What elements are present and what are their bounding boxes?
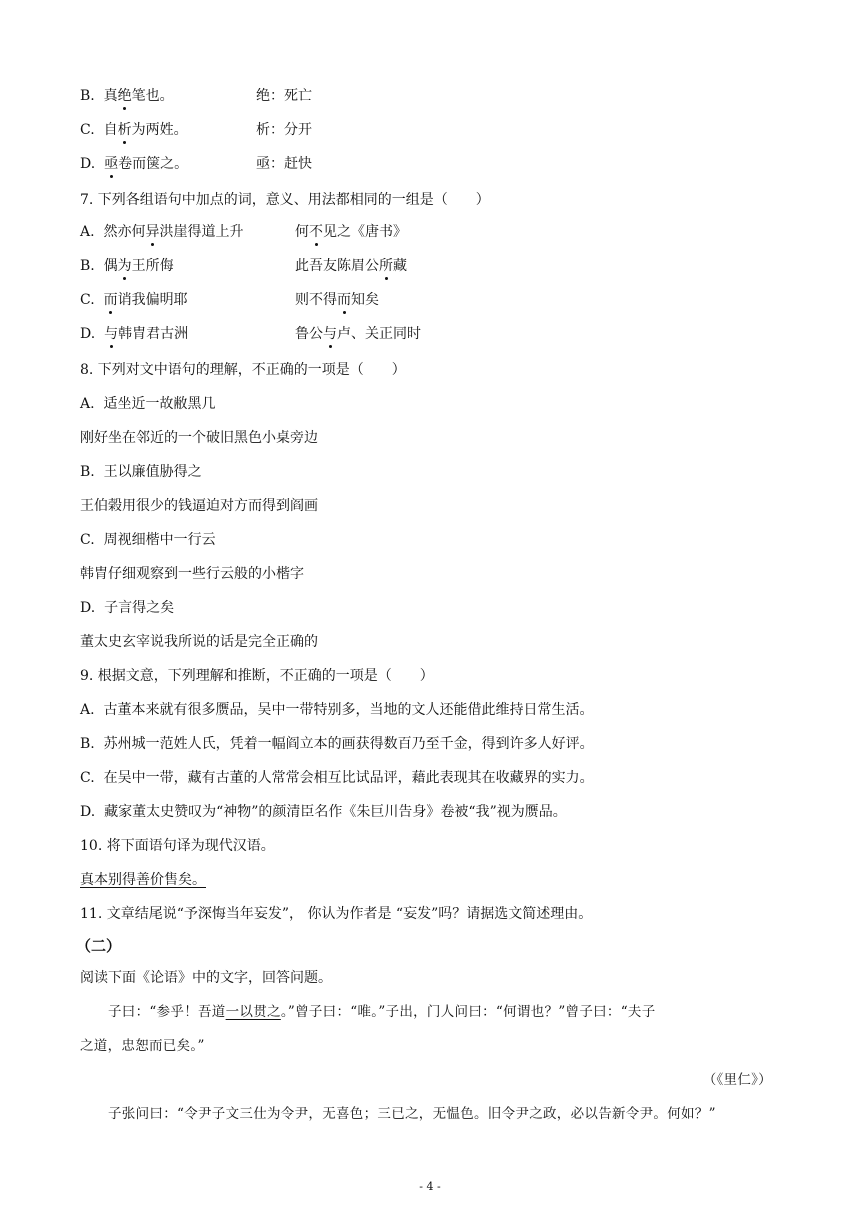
q10-stem: 10. 将下面语句译为现代汉语。 [80, 838, 275, 854]
q8-option-a: A. 适坐近一故敝黑几 [80, 396, 216, 412]
q7-option-c-right: 则不得而知矣 [295, 292, 379, 308]
q7-option-d: D. 与韩胄君古洲 [80, 326, 189, 342]
q8-option-b: B. 王以廉值胁得之 [80, 464, 202, 480]
q6-option-d-gloss: 亟：赶快 [256, 156, 312, 172]
q8-stem: 8. 下列对文中语句的理解，不正确的一项是（ ） [80, 362, 406, 378]
q6-option-b-gloss: 绝：死亡 [256, 88, 312, 104]
q9-option-b: B. 苏州城一范姓人氏，凭着一幅阎立本的画获得数百乃至千金，得到许多人好评。 [80, 736, 594, 752]
q7-option-a-right: 何不见之《唐书》 [295, 224, 407, 240]
q7-option-c: C. 而诮我偏明耶 [80, 292, 188, 308]
q7-option-b: B. 偶为王所侮 [80, 258, 174, 274]
q7-stem: 7. 下列各组语句中加点的词，意义、用法都相同的一组是（ ） [80, 192, 490, 208]
q6-option-b: B. 真绝笔也。 [80, 88, 174, 104]
q10-sentence: 真本别得善价售矣。 [80, 872, 206, 888]
q8-option-a-explain: 刚好坐在邻近的一个破旧黑色小桌旁边 [80, 430, 318, 446]
q6-option-c-gloss: 析：分开 [256, 122, 312, 138]
q11-stem: 11. 文章结尾说“予深悔当年妄发”， 你认为作者是 “妄发”吗？请据选文简述理由。 [80, 906, 593, 922]
q8-option-b-explain: 王伯榖用很少的钱逼迫对方而得到阎画 [80, 498, 318, 514]
q9-option-c: C. 在吴中一带，藏有古董的人常常会相互比试品评，藉此表现其在收藏界的实力。 [80, 770, 594, 786]
analects-passage-1-cont: 之道，忠恕而已矣。” [80, 1038, 205, 1054]
q7-option-b-right: 此吾友陈眉公所藏 [295, 258, 407, 274]
q7-option-d-right: 鲁公与卢、关正同时 [295, 326, 421, 342]
q9-stem: 9. 根据文意，下列理解和推断，不正确的一项是（ ） [80, 668, 434, 684]
q6-option-c: C. 自析为两姓。 [80, 122, 188, 138]
section-intro: 阅读下面《论语》中的文字，回答问题。 [80, 970, 332, 986]
page-number: - 4 - [419, 1180, 441, 1193]
analects-passage-1: 子曰：“参乎！吾道一以贯之。”曾子曰：“唯。”子出，门人问曰：“何谓也？”曾子曰：“夫子 [108, 1004, 656, 1020]
q8-option-d-explain: 董太史玄宰说我所说的话是完全正确的 [80, 634, 318, 650]
analects-source-1: （《里仁》） [702, 1072, 772, 1088]
q7-option-a: A. 然亦何异洪崖得道上升 [80, 224, 244, 240]
q8-option-c-explain: 韩胄仔细观察到一些行云般的小楷字 [80, 566, 304, 582]
q9-option-a: A. 古董本来就有很多赝品，吴中一带特别多，当地的文人还能借此维持日常生活。 [80, 702, 594, 718]
q6-option-d: D. 亟卷而箧之。 [80, 156, 189, 172]
analects-passage-2: 子张问曰：“令尹子文三仕为令尹，无喜色；三已之，无愠色。旧令尹之政，必以告新令尹。何如？” [108, 1106, 716, 1122]
q9-option-d: D. 藏家董太史赞叹为“神物”的颜清臣名作《朱巨川告身》卷被“我”视为赝品。 [80, 804, 567, 820]
q8-option-d: D. 子言得之矣 [80, 600, 175, 616]
section-heading: （二） [76, 937, 122, 955]
q8-option-c: C. 周视细楷中一行云 [80, 532, 216, 548]
